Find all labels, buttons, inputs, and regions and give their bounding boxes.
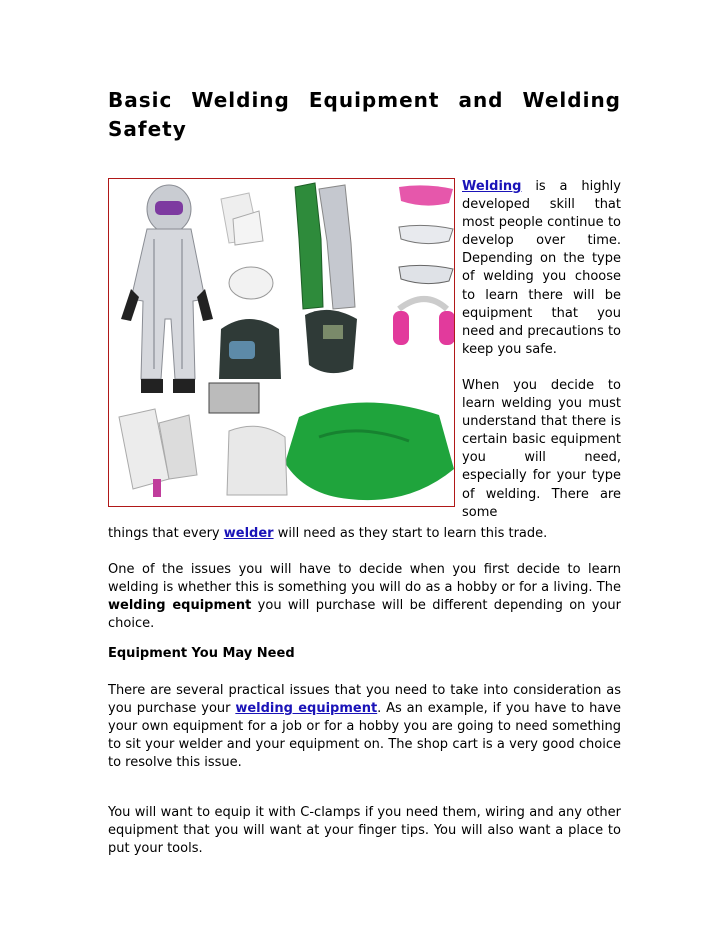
welding-gear-illustration: [109, 179, 454, 506]
hobby-or-living-paragraph: [108, 561, 621, 633]
intro-column: [462, 178, 621, 522]
intro-continuation: [108, 525, 621, 543]
welder-link[interactable]: welder: [223, 526, 274, 541]
welding-gloves: [295, 183, 355, 309]
continuation-text-end: will need as they start to learn this trade.: [273, 526, 548, 541]
welding-equipment-link[interactable]: welding equipment: [235, 701, 378, 717]
para3-text-end: . As an example, if you have to have your own equipment for a job or for a hobby you are going to need something to sit your welder and your equipment on. The shop cart is a very good choice to resolve this issue.: [108, 701, 621, 771]
aluminized-suit: [121, 185, 213, 393]
welding-link[interactable]: Welding: [462, 179, 522, 194]
welding-equipment-bold: welding equipment: [108, 598, 252, 614]
page-title: Basic Welding Equipment and Welding Safety: [108, 88, 621, 141]
welding-helmet: [305, 310, 357, 373]
para3-text: There are several practical issues that you need to take into consideration as you purchase your: [108, 683, 621, 717]
ear-muffs: [393, 299, 454, 345]
section-heading: Equipment You May Need: [108, 646, 295, 661]
auto-darkening-helmet: [209, 319, 281, 413]
welding-blanket: [285, 402, 454, 500]
dust-masks: [221, 193, 263, 245]
para2-text-end: you will purchase will be different depending on your choice.: [108, 598, 621, 632]
respirator-mask: [229, 267, 273, 299]
intro-text: is a highly developed skill that most people continue to develop over time. Depending on the type of welding you choose to learn there will be equipment that you need and precautions to keep you safe.: [462, 179, 621, 357]
intro-paragraph: [462, 178, 621, 359]
practical-issues-paragraph: [108, 682, 621, 772]
c-clamps-paragraph: You will want to equip it with C-clamps if you need them, wiring and any other equipment that you will want at your finger tips. You will also want a place to put your tools.: [108, 805, 621, 857]
welding-gear-image: [108, 178, 455, 507]
para2-text: One of the issues you will have to decide when you first decide to learn welding is whether this is something you will do as a hobby or for a living. The: [108, 562, 621, 596]
intro-paragraph-2: When you decide to learn welding you must understand that there is certain basic equipment you will need, especially for your type of welding. There are some: [462, 377, 621, 520]
safety-glasses: [399, 185, 453, 283]
continuation-text: things that every: [108, 526, 224, 541]
welding-sleeves: [119, 409, 287, 497]
